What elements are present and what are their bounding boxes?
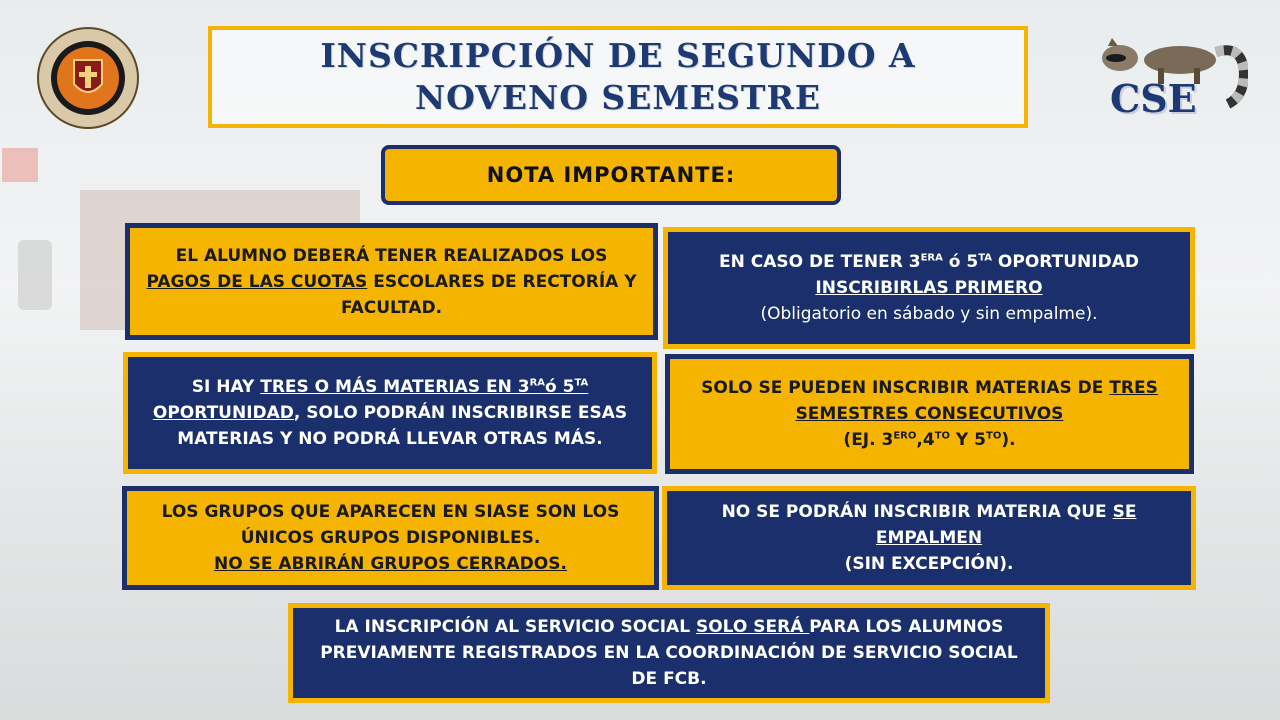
box-text: ESCOLARES DE RECTORÍA Y FACULTAD.: [340, 271, 637, 318]
consecutive-semesters-box: [665, 354, 1194, 474]
box-text: PARA LOS ALUMNOS PREVIAMENTE REGISTRADOS EN LA COORDINACIÓN DE SERVICIO SOCIAL DE FCB.: [320, 617, 1018, 689]
box-underlined-text: OPORTUNIDAD: [152, 403, 294, 423]
box-text: LOS GRUPOS QUE APARECEN EN SIASE SON LOS ÚNICOS GRUPOS DISPONIBLES.: [161, 502, 620, 548]
box-text: (SIN EXCEPCIÓN).: [844, 554, 1014, 574]
social-service-box: [288, 603, 1050, 703]
box-underlined-text: ó 5: [545, 377, 575, 397]
box-superscript: TA: [574, 377, 589, 389]
box-underlined-text: NO SE ABRIRÁN GRUPOS CERRADOS.: [214, 554, 567, 574]
box-text: , SOLO PODRÁN INSCRIBIRSE ESAS MATERIAS Y NO PODRÁ LLEVAR OTRAS MÁS.: [177, 403, 628, 449]
box-text: EN CASO DE TENER 3: [719, 252, 921, 272]
box-text: (Obligatorio en sábado y sin empalme).: [760, 304, 1098, 324]
box-text: ).: [1001, 430, 1016, 450]
box-text: (EJ. 3: [843, 430, 894, 450]
box-text: Y 5: [950, 430, 986, 450]
box-underlined-text: PAGOS DE LAS CUOTAS: [146, 271, 368, 292]
box-superscript: TO: [934, 430, 951, 442]
box-underlined-text: SOLO SERÁ: [695, 617, 810, 637]
important-note-label: NOTA IMPORTANTE:: [381, 145, 841, 205]
box-text: LA INSCRIPCIÓN AL SERVICIO SOCIAL: [334, 617, 696, 637]
box-text: NO SE PODRÁN INSCRIBIR MATERIA QUE: [721, 502, 1113, 522]
no-overlap-box: [662, 486, 1196, 590]
box-superscript: ERA: [920, 252, 943, 264]
box-superscript: RA: [529, 377, 546, 389]
faculty-seal-logo: [36, 26, 140, 130]
box-superscript: TO: [986, 430, 1002, 442]
payment-requirement-box: [125, 223, 658, 340]
box-underlined-text: TRES SEMESTRES CONSECUTIVOS: [795, 378, 1158, 424]
box-text: ó 5: [942, 252, 979, 272]
box-text: EL ALUMNO DEBERÁ TENER REALIZADOS LOS: [175, 245, 608, 266]
box-text: ,4: [916, 430, 935, 450]
groups-box: [122, 486, 659, 590]
box-underlined-text: TRES O MÁS MATERIAS EN 3: [260, 377, 530, 397]
box-superscript: ERO: [893, 430, 917, 442]
box-text: SI HAY: [191, 377, 261, 397]
box-superscript: TA: [978, 252, 993, 264]
page-title: INSCRIPCIÓN DE SEGUNDO A NOVENO SEMESTRE: [320, 36, 916, 117]
title-banner: [208, 26, 1028, 128]
three-subjects-box: [123, 352, 657, 474]
box-underlined-text: SE EMPALMEN: [875, 502, 1137, 548]
box-text: OPORTUNIDAD: [992, 252, 1139, 272]
cse-logo-text: CSE: [1110, 76, 1197, 121]
box-text: SOLO SE PUEDEN INSCRIBIR MATERIAS DE: [701, 378, 1110, 398]
box-underlined-text: INSCRIBIRLAS PRIMERO: [815, 278, 1043, 298]
opportunity-priority-box: [663, 227, 1195, 349]
